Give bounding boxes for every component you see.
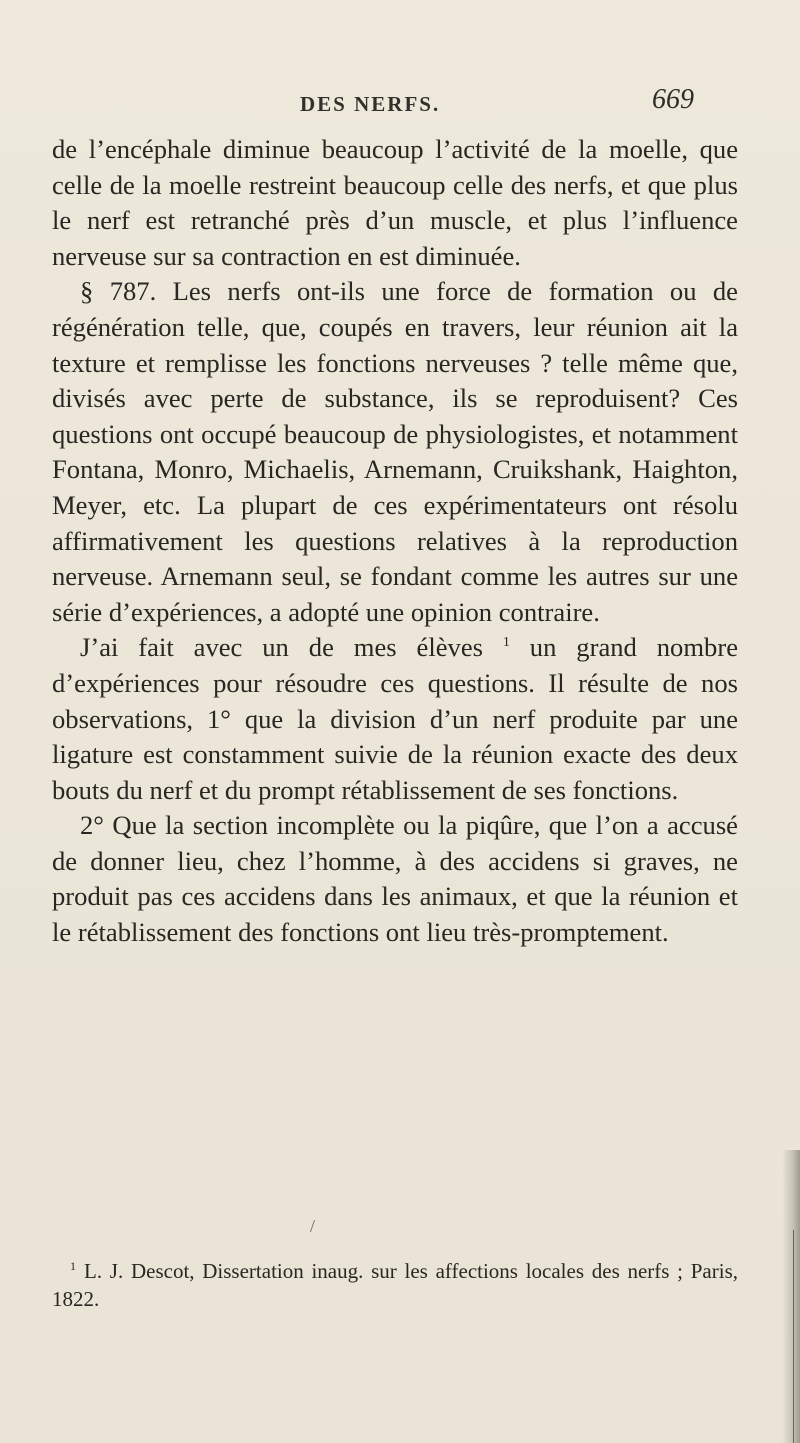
body-text (52, 132, 738, 951)
page-edge-shadow (782, 1150, 800, 1443)
footnote-mark: 1 (70, 1259, 76, 1273)
paragraph-3-rest: un grand nombre d’expériences pour résoudre ces questions. Il résulte de nos observations, 1° que la division d’un nerf produite par une ligature est constamment suivie de la réunion exacte des deux bouts du nerf et du prompt rétablissement de ses fonctions. (52, 632, 738, 805)
paragraph-1: de l’encéphale diminue beaucoup l’activité de la moelle, que celle de la moelle restreint beaucoup celle des nerfs, et que plus le nerf est retranché près d’un muscle, et plus l’influence nerveuse sur sa contraction en est diminuée. (52, 134, 738, 271)
footnote-text: L. J. Descot, Dissertation inaug. sur les affections locales des nerfs ; Paris, 1822. (52, 1259, 738, 1311)
separator-mark: / (310, 1216, 316, 1236)
page-number: 669 (652, 84, 694, 115)
page-edge-line (793, 1230, 794, 1443)
paragraph-3-start: J’ai fait avec un de mes élèves (80, 632, 483, 663)
page-header (0, 84, 800, 118)
footnote-reference: 1 (502, 635, 510, 651)
paragraph-4: 2° Que la section incomplète ou la piqûre, que l’on a accusé de donner lieu, chez l’homme, à des accidens si graves, ne produit pas ces accidens dans les animaux, et que la réunion et le rétablissement des fonctions ont lieu très-promptement. (52, 810, 738, 948)
running-head: DES NERFS. (300, 92, 441, 116)
paragraph-3 (52, 630, 738, 808)
footnote (52, 1252, 738, 1313)
paragraph-2: § 787. Les nerfs ont-ils une force de formation ou de régénération telle, que, coupés en travers, leur réunion ait la texture et remplisse les fonctions nerveuses ? telle même que, divisés avec perte de substance, ils se reproduisent? Ces questions ont occupé beaucoup de physiologistes, et notamment Fontana, Monro, Michaelis, Arnemann, Cruikshank, Haighton, Meyer, etc. La plupart de ces expérimentateurs ont résolu affirmativement les questions relatives à la reproduction nerveuse. Arnemann seul, se fondant comme les autres sur une série d’expériences, a adopté une opinion contraire. (52, 276, 738, 627)
